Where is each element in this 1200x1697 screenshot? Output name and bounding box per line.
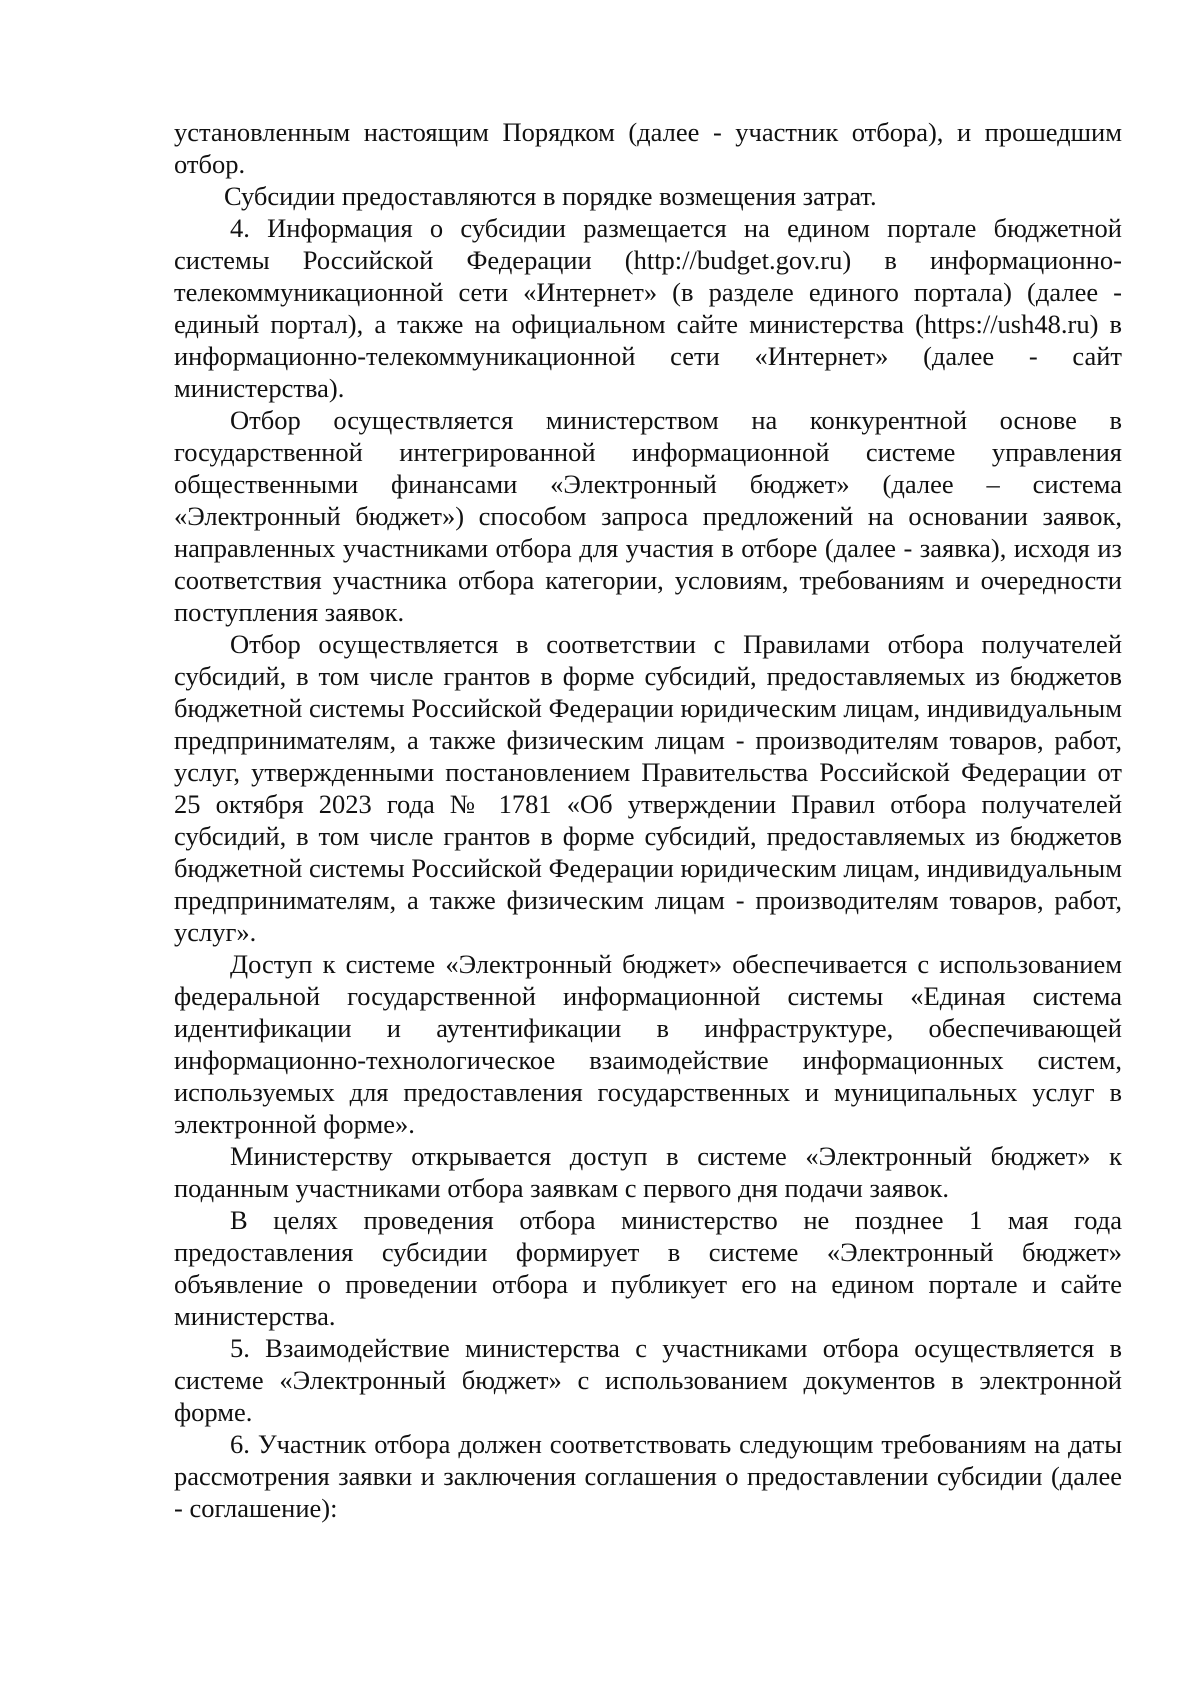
paragraph-selection-rules: Отбор осуществляется в соответствии с Правилами отбора получателей субсидий, в том числе грантов в форме субсидий, предоставляемых из бюджетов бюджетной системы Российской Федерации юридическим лицам, индивидуальным предпринимателям, а также физическим лицам - производителям товаров, работ, услуг, утвержденными постановлением Правительства Российской Федерации от 25 октября 2023 года № 1781 «Об утверждении Правил отбора получателей субсидий, в том числе грантов в форме субсидий, предоставляемых из бюджетов бюджетной системы Российской Федерации юридическим лицам, индивидуальным предпринимателям, а также физическим лицам - производителям товаров, работ, услуг».: [174, 629, 1122, 947]
paragraph-selection-basis: Отбор осуществляется министерством на конкурентной основе в государственной интегрированной информационной системе управления общественными финансами «Электронный бюджет» (далее – система «Электронный бюджет») способом запроса предложений на основании заявок, направленных участниками отбора для участия в отборе (далее - заявка), исходя из соответствия участника отбора категории, условиям, требованиям и очередности поступления заявок.: [174, 405, 1122, 627]
paragraph-item-6: 6. Участник отбора должен соответствовать следующим требованиям на даты рассмотрения заявки и заключения соглашения о предоставлении субсидии (далее - соглашение):: [174, 1429, 1122, 1523]
document-body: [174, 116, 1122, 1524]
paragraph-system-access: Доступ к системе «Электронный бюджет» обеспечивается с использованием федеральной государственной информационной системы «Единая система идентификации и аутентификации в инфраструктуре, обеспечивающей информационно-технологическое взаимодействие информационных систем, используемых для предоставления государственных и муниципальных услуг в электронной форме».: [174, 949, 1122, 1139]
paragraph-continuation: установленным настоящим Порядком (далее - участник отбора), и прошедшим отбор.: [174, 117, 1122, 179]
paragraph-ministry-access: Министерству открывается доступ в системе «Электронный бюджет» к поданным участниками отбора заявкам с первого дня подачи заявок.: [174, 1141, 1122, 1203]
paragraph-item-5: 5. Взаимодействие министерства с участниками отбора осуществляется в системе «Электронный бюджет» с использованием документов в электронной форме.: [174, 1333, 1122, 1427]
paragraph-item-4: 4. Информация о субсидии размещается на едином портале бюджетной системы Российской Федерации (http://budget.gov.ru) в информационно-телекоммуникационной сети «Интернет» (в разделе единого портала) (далее - единый портал), а также на официальном сайте министерства (https://ush48.ru) в информационно-телекоммуникационной сети «Интернет» (далее - сайт министерства).: [174, 213, 1122, 403]
paragraph-subsidy-order: Субсидии предоставляются в порядке возмещения затрат.: [224, 181, 877, 211]
paragraph-announcement: В целях проведения отбора министерство не позднее 1 мая года предоставления субсидии формирует в системе «Электронный бюджет» объявление о проведении отбора и публикует его на едином портале и сайте министерства.: [174, 1205, 1122, 1331]
